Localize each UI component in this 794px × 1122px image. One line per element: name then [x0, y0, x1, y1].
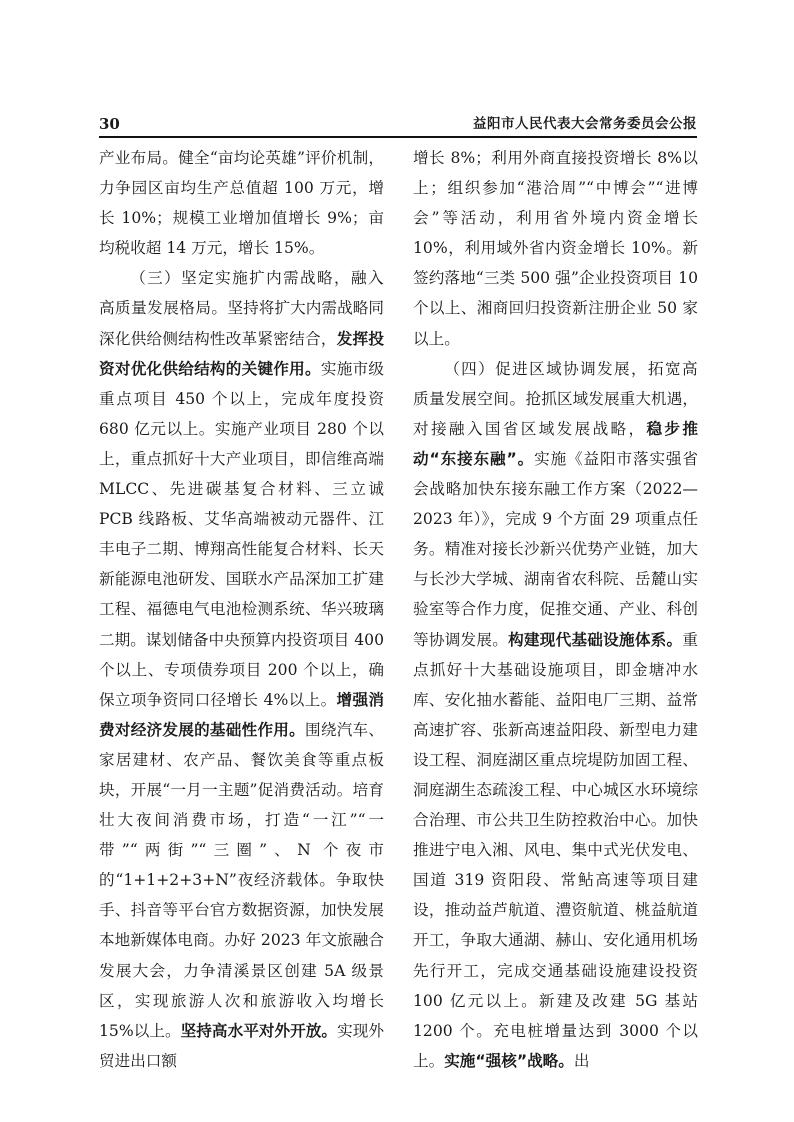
right-column	[413, 143, 698, 1076]
body-text: 重点抓好十大基础设施项目，即金塘冲水库、安化抽水蓄能、益阳电厂三期、益常高速扩容、张新高速益阳段、新型电力建设工程、洞庭湖区重点垸堤防加固工程、洞庭湖生态疏浚工程、中心城区水环境综合治理、市公共卫生防控救治中心。加快推进宁电入湘、风电、集中式光伏发电、国道 319 资阳段、常鲇高速等项目建设，推动益芦航道、澧资航道、桃益航道开工，争取大通湖、赫山、安化通用机场先行开工，完成交通基础设施建设投资 100 亿元以上。新建及改建 5G 基站 1200 个。充电桩增量达到 3000 个以上。	[413, 630, 698, 1070]
paragraph	[99, 263, 384, 1076]
header-rule	[99, 136, 697, 138]
body-text: 实施市级重点项目 450 个以上，完成年度投资 680 亿元以上。实施产业项目 280 个以上，重点抓好十大产业项目，即信维高端 MLCC、先进碳基复合材料、三立诚 PCB 线路板、艾华高端被动元器件、江丰电子二期、博翔高性能复合材料、长天新能源电池研发、国联水产品深加工扩建工程、福德电气电池检测系统、华兴玻璃二期。谋划储备中央预算内投资项目 400 个以上、专项债券项目 200 个以上，确保立项争资同口径增长 4%以上。	[99, 359, 384, 709]
left-column	[99, 143, 384, 1076]
page-number: 30	[99, 115, 120, 133]
section-heading: （三）坚定实施扩内需战略，融入高质量发展格局。	[99, 269, 384, 318]
body-text: 围绕汽车、家居建材、农产品、餐饮美食等重点板块，开展“一月一主题”促消费活动。培育壮大夜间消费市场，打造“一江”“一带”“两街”“三圈”、N 个夜市的“1+1+2+3+N”夜经济载体。争取快手、抖音等平台官方数据资源，加快发展本地新媒体电商。办好 2023 年文旅融合发展大会，力争清溪景区创建 5A 级景区，实现旅游人次和旅游收入均增长 15%以上。	[99, 720, 384, 1040]
body-text: 坚持将扩大内需战略同深化供给侧结构性改革紧密结合，	[99, 299, 384, 348]
bold-phrase: 稳步推动“东接东融”。	[413, 419, 698, 468]
body-text: 出	[573, 1051, 590, 1070]
bold-phrase: 构建现代基础设施体系。	[508, 630, 683, 649]
body-text: 实现外贸进出口额	[99, 1021, 384, 1070]
paragraph	[413, 354, 698, 1076]
body-text: 抢抓区域发展重大机遇，对接融入国省区域发展战略，	[413, 389, 698, 438]
bold-phrase: 坚持高水平对外开放。	[180, 1021, 338, 1040]
bold-phrase: 发挥投资对优化供给结构的关键作用。	[99, 329, 384, 378]
section-heading: （四）促进区域协调发展，拓宽高质量发展空间。	[413, 359, 698, 408]
bold-phrase: 增强消费对经济发展的基础性作用。	[99, 690, 384, 739]
body-text: 实施《益阳市落实强省会战略加快东接东融工作方案（2022—2023 年）》，完成 9 个方面 29 项重点任务。精准对接长沙新兴优势产业链，加大与长沙大学城、湖南省农科院、岳麓山实验室等合作力度，促推交通、产业、科创等协调发展。	[413, 449, 698, 649]
bold-phrase: 实施“强核”战略。	[444, 1051, 574, 1070]
paragraph: 产业布局。健全“亩均论英雄”评价机制，力争园区亩均生产总值超 100 万元，增长 10%；规模工业增加值增长 9%；亩均税收超 14 万元，增长 15%。	[99, 149, 384, 258]
journal-title: 益阳市人民代表大会常务委员会公报	[473, 116, 697, 132]
page-header	[99, 114, 697, 134]
paragraph: 增长 8%；利用外商直接投资增长 8%以上；组织参加“港洽周”“中博会”“进博会”等活动，利用省外境内资金增长 10%，利用域外省内资金增长 10%。新签约落地“三类 500 强”企业投资项目 10 个以上、湘商回归投资新注册企业 50 家以上。	[413, 149, 698, 348]
